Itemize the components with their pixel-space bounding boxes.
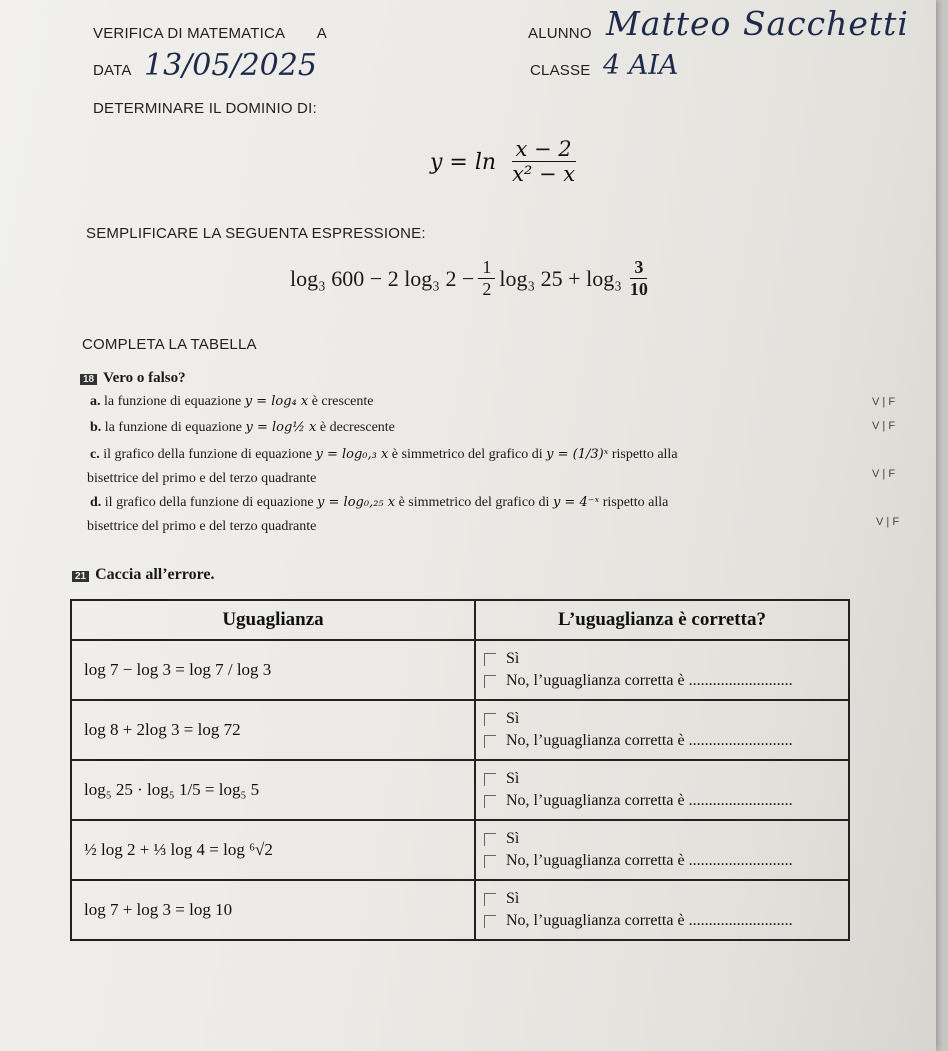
test-version: A <box>316 25 327 42</box>
option-yes[interactable]: Sì <box>484 888 847 910</box>
tf-b-choice[interactable]: V | F <box>872 420 896 432</box>
equation-cell: ½ log 2 + ⅓ log 4 = log ⁶√2 <box>71 820 475 880</box>
checkbox[interactable] <box>484 773 496 786</box>
tf-item-a: a. la funzione di equazione y = log₄ x è crescente <box>90 394 374 409</box>
answer-cell <box>475 760 849 820</box>
domain-lhs: y = ln <box>430 149 497 175</box>
checkbox[interactable] <box>484 735 496 748</box>
equation-cell: log 7 + log 3 = log 10 <box>71 880 475 940</box>
checkbox[interactable] <box>484 915 496 928</box>
equation-cell: log 7 − log 3 = log 7 / log 3 <box>71 640 475 700</box>
table-row <box>71 700 849 760</box>
error-hunt-table <box>70 599 850 941</box>
half-denominator: 2 <box>482 278 492 299</box>
domain-formula <box>430 138 583 186</box>
table-row <box>71 760 849 820</box>
answer-cell <box>475 820 849 880</box>
frac-denominator: 10 <box>629 278 648 299</box>
tf-c-choice[interactable]: V | F <box>872 468 896 480</box>
checkbox[interactable] <box>484 855 496 868</box>
option-yes[interactable]: Sì <box>484 648 847 670</box>
simplify-part1: log₃ 600 − 2 log₃ 2 − <box>290 265 475 291</box>
answer-cell <box>475 700 849 760</box>
option-no[interactable]: No, l’uguaglianza corretta è .......................... <box>484 850 847 872</box>
true-false-title: 18 Vero o falso? <box>80 370 186 387</box>
table-row <box>71 820 849 880</box>
tf-item-c-line2: bisettrice del primo e del terzo quadrante <box>87 471 317 486</box>
domain-instruction: DETERMINARE IL DOMINIO DI: <box>93 100 317 117</box>
option-yes[interactable]: Sì <box>484 708 847 730</box>
equation-cell: log₅ 25 · log₅ 1/5 = log₅ 5 <box>71 760 475 820</box>
checkbox[interactable] <box>484 893 496 906</box>
simplify-part2: log₃ 25 + log₃ <box>499 265 622 291</box>
class-value: 4 AIA <box>603 50 679 81</box>
tf-item-b: b. la funzione di equazione y = log½ x è decrescente <box>90 420 395 435</box>
tf-item-c: c. il grafico della funzione di equazione y = log₀,₃ x è simmetrico del grafico di y = (1/3)ˣ rispetto alla <box>90 447 678 462</box>
tf-a-choice[interactable]: V | F <box>872 396 896 408</box>
equation-cell: log 8 + 2log 3 = log 72 <box>71 700 475 760</box>
student-label: ALUNNO <box>528 25 592 42</box>
tf-d-choice[interactable]: V | F <box>876 516 900 528</box>
table-row <box>71 880 849 940</box>
date-label: DATA <box>93 62 132 79</box>
option-no[interactable]: No, l’uguaglianza corretta è .......................... <box>484 910 847 932</box>
checkbox[interactable] <box>484 653 496 666</box>
table-row <box>71 640 849 700</box>
error-hunt-title: 21 Caccia all’errore. <box>72 566 214 584</box>
half-numerator: 1 <box>478 258 495 279</box>
domain-numerator: x − 2 <box>512 138 576 162</box>
test-title: VERIFICA DI MATEMATICA A <box>93 25 327 42</box>
frac-numerator: 3 <box>630 258 647 279</box>
simplify-instruction: SEMPLIFICARE LA SEGUENTA ESPRESSIONE: <box>86 225 426 242</box>
answer-cell <box>475 880 849 940</box>
table-header-row <box>71 600 849 640</box>
exercise-number: 18 <box>80 374 97 385</box>
option-yes[interactable]: Sì <box>484 828 847 850</box>
date-value: 13/05/2025 <box>144 48 317 83</box>
student-name: Matteo Sacchetti <box>606 4 909 43</box>
tf-item-d-line2: bisettrice del primo e del terzo quadrante <box>87 519 317 534</box>
checkbox[interactable] <box>484 833 496 846</box>
col-correct-header: L’uguaglianza è corretta? <box>475 600 849 640</box>
simplify-formula <box>290 258 656 299</box>
col-equation-header: Uguaglianza <box>71 600 475 640</box>
tf-item-d: d. il grafico della funzione di equazione y = log₀,₂₅ x è simmetrico del grafico di y = 4⁻ˣ rispetto alla <box>90 495 669 510</box>
checkbox[interactable] <box>484 675 496 688</box>
class-label: CLASSE <box>530 62 591 79</box>
option-no[interactable]: No, l’uguaglianza corretta è .......................... <box>484 670 847 692</box>
checkbox[interactable] <box>484 713 496 726</box>
option-no[interactable]: No, l’uguaglianza corretta è .......................... <box>484 730 847 752</box>
answer-cell <box>475 640 849 700</box>
exercise-number-21: 21 <box>72 571 89 582</box>
table-title: COMPLETA LA TABELLA <box>82 336 257 353</box>
domain-denominator: x² − x <box>512 162 576 187</box>
option-yes[interactable]: Sì <box>484 768 847 790</box>
option-no[interactable]: No, l’uguaglianza corretta è .......................... <box>484 790 847 812</box>
checkbox[interactable] <box>484 795 496 808</box>
